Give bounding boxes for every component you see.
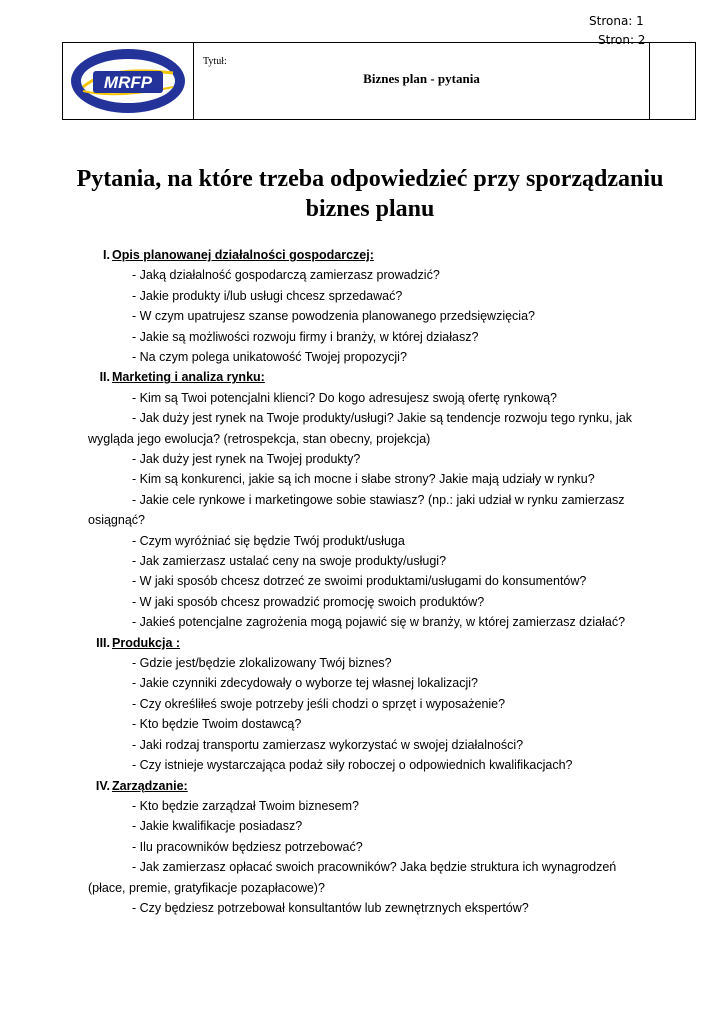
question-item: - Jak zamierzasz opłacać swoich pracowników? Jaka będzie struktura ich wynagrodzeń <box>132 860 617 875</box>
mrfp-logo <box>69 47 187 115</box>
question-item: - Jakie cele rynkowe i marketingowe sobie stawiasz? (np.: jaki udział w rynku zamierzasz <box>132 492 625 507</box>
question-item: - Jakieś potencjalne zagrożenia mogą pojawić się w branży, w której zamierzasz działać? <box>132 615 626 630</box>
question-item: - Czy istnieje wystarczająca podaż siły roboczej o odpowiednich kwalifikacjach? <box>132 758 573 773</box>
question-item: - Jaką działalność gospodarczą zamierzasz prowadzić? <box>132 268 440 283</box>
section-number: III. <box>96 635 110 650</box>
question-item: - Jakie produkty i/lub usługi chcesz sprzedawać? <box>132 288 403 303</box>
section-number: I. <box>103 248 110 262</box>
question-item: - W jaki sposób chcesz prowadzić promocję swoich produktów? <box>132 594 485 609</box>
question-item: - Jaki rodzaj transportu zamierzasz wykorzystać w swojej działalności? <box>132 737 524 752</box>
section-title: Marketing i analiza rynku: <box>112 370 265 385</box>
question-item: - Kim są Twoi potencjalni klienci? Do kogo adresujesz swoją ofertę rynkową? <box>132 390 557 405</box>
section-heading <box>88 776 688 796</box>
section-number: IV. <box>95 778 110 793</box>
question-item: - Czym wyróżniać się będzie Twój produkt/usługa <box>132 533 405 548</box>
section-number: II. <box>99 370 110 385</box>
title-label: Tytuł: <box>203 56 227 67</box>
question-item-continuation: osiągnąć? <box>88 513 145 528</box>
question-item: - Jak duży jest rynek na Twojej produkty? <box>132 452 361 467</box>
question-item: - Jakie czynniki zdecydowały o wyborze tej własnej lokalizacji? <box>132 676 478 691</box>
page-title-line-1: Pytania, na które trzeba odpowiedzieć przy sporządzaniu <box>76 166 664 192</box>
question-item: - Kto będzie Twoim dostawcą? <box>132 717 302 732</box>
section-heading <box>88 245 688 265</box>
section-title: Zarządzanie: <box>112 778 188 793</box>
page-title <box>40 164 700 224</box>
title-cell <box>194 43 650 119</box>
document-header <box>62 42 696 120</box>
question-item: - Czy określiłeś swoje potrzeby jeśli chodzi o sprzęt i wyposażenie? <box>132 696 506 711</box>
section-title: Opis planowanej działalności gospodarczej: <box>112 248 374 262</box>
logo-cell <box>63 43 194 119</box>
svg-text:MRFP: MRFP <box>103 73 153 92</box>
page-info <box>589 12 645 50</box>
page-title-line-2: biznes planu <box>305 196 435 222</box>
question-item: - W jaki sposób chcesz dotrzeć ze swoimi produktami/usługami do konsumentów? <box>132 574 587 589</box>
question-item-continuation: wygląda jego ewolucja? (retrospekcja, stan obecny, projekcja) <box>88 431 431 446</box>
question-item-continuation: (płace, premie, gratyfikacje pozapłacowe)? <box>88 880 325 895</box>
question-item: - Czy będziesz potrzebował konsultantów lub zewnętrznych ekspertów? <box>132 900 529 915</box>
question-item: - Jakie są możliwości rozwoju firmy i branży, w której działasz? <box>132 329 479 344</box>
page-count: Stron: 2 <box>598 33 646 47</box>
question-item: - W czym upatrujesz szanse powodzenia planowanego przedsięwzięcia? <box>132 309 535 324</box>
question-item: - Gdzie jest/będzie zlokalizowany Twój biznes? <box>132 656 392 671</box>
question-item: - Jak duży jest rynek na Twoje produkty/usługi? Jakie są tendencje rozwoju tego rynku, jak <box>132 411 633 426</box>
question-item: - Kto będzie zarządzał Twoim biznesem? <box>132 798 359 813</box>
document-title: Biznes plan - pytania <box>363 71 480 86</box>
question-item: - Na czym polega unikatowość Twojej propozycji? <box>132 350 407 365</box>
page-number: Strona: 1 <box>589 14 644 28</box>
question-item: - Jakie kwalifikacje posiadasz? <box>132 819 303 834</box>
questions-list <box>88 245 688 918</box>
question-item: - Ilu pracowników będziesz potrzebować? <box>132 839 363 854</box>
page-cell <box>650 43 695 119</box>
section-heading <box>88 633 688 653</box>
section-heading <box>88 367 688 387</box>
section-title: Produkcja : <box>112 635 181 650</box>
question-item: - Kim są konkurenci, jakie są ich mocne i słabe strony? Jakie mają udziały w rynku? <box>132 472 595 487</box>
question-item: - Jak zamierzasz ustalać ceny na swoje produkty/usługi? <box>132 554 447 569</box>
